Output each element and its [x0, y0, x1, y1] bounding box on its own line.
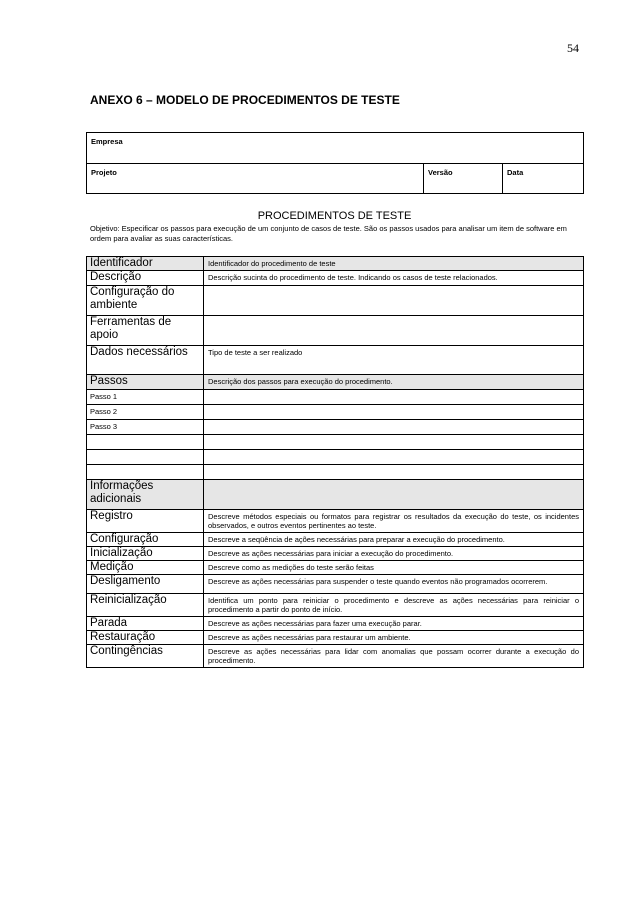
row-description: Descreve as ações necessárias para suspender o teste quando eventos não programados ocorrerem.: [204, 575, 584, 594]
step-row: [87, 450, 584, 465]
step-description: [204, 465, 584, 480]
row-description: Descreve as ações necessárias para fazer uma execução parar.: [204, 617, 584, 631]
step-description: [204, 420, 584, 435]
row-description: Descreve as ações necessárias para restaurar um ambiente.: [204, 631, 584, 645]
step-row: [87, 405, 584, 420]
row-label: Configuração: [87, 533, 204, 547]
step-row: [87, 390, 584, 405]
data-field: [503, 164, 584, 194]
row-description: Tipo de teste a ser realizado: [204, 346, 584, 375]
row-description: [204, 286, 584, 316]
page-number: 54: [567, 41, 579, 55]
procedure-row: [87, 257, 584, 271]
step-label: [87, 450, 204, 465]
projeto-label: Projeto: [91, 168, 117, 177]
step-description: [204, 390, 584, 405]
procedure-row: [87, 286, 584, 316]
row-description: [204, 480, 584, 510]
step-label: [87, 465, 204, 480]
procedure-row: [87, 375, 584, 390]
versao-label: Versão: [428, 168, 453, 177]
procedure-row: [87, 480, 584, 510]
row-description: Descreve métodos especiais ou formatos para registrar os resultados da execução do teste, os incidentes observados, e outros eventos pertinentes ao teste.: [204, 510, 584, 533]
step-description: [204, 435, 584, 450]
row-label: Identificador: [87, 257, 204, 271]
row-description: Descrição sucinta do procedimento de teste. Indicando os casos de teste relacionados.: [204, 271, 584, 286]
row-label: Desligamento: [87, 575, 204, 594]
row-label: Descrição: [87, 271, 204, 286]
row-label: Restauração: [87, 631, 204, 645]
row-description: Descreve as ações necessárias para lidar com anomalias que possam ocorrer durante a execução do procedimento.: [204, 645, 584, 668]
step-description: [204, 405, 584, 420]
row-label: Informações adicionais: [87, 480, 204, 510]
row-description: Identificador do procedimento de teste: [204, 257, 584, 271]
procedure-row: [87, 631, 584, 645]
row-label: Registro: [87, 510, 204, 533]
row-description: Descrição dos passos para execução do procedimento.: [204, 375, 584, 390]
row-label: Inicialização: [87, 547, 204, 561]
procedure-row: [87, 594, 584, 617]
row-description: Identifica um ponto para reiniciar o procedimento e descreve as ações necessárias para reiniciar o procedimento a partir do ponto de início.: [204, 594, 584, 617]
row-description: [204, 316, 584, 346]
procedure-row: [87, 533, 584, 547]
row-label: Configuração do ambiente: [87, 286, 204, 316]
procedure-row: [87, 316, 584, 346]
procedures-title: PROCEDIMENTOS DE TESTE: [257, 210, 412, 222]
step-row: [87, 420, 584, 435]
empresa-label: Empresa: [91, 137, 123, 146]
step-label: [87, 435, 204, 450]
procedure-row: [87, 346, 584, 375]
procedure-row: [87, 575, 584, 594]
header-table: [86, 132, 584, 194]
step-row: [87, 465, 584, 480]
step-row: [87, 435, 584, 450]
empresa-field: [87, 133, 584, 164]
step-label: Passo 1: [87, 390, 204, 405]
row-description: Descreve como as medições do teste serão feitas: [204, 561, 584, 575]
versao-field: [424, 164, 503, 194]
data-label: Data: [507, 168, 524, 177]
row-label: Medição: [87, 561, 204, 575]
row-description: Descreve as ações necessárias para iniciar a execução do procedimento.: [204, 547, 584, 561]
procedure-row: [87, 645, 584, 668]
procedure-row: [87, 547, 584, 561]
procedures-table: [86, 256, 584, 668]
procedure-row: [87, 561, 584, 575]
procedure-row: [87, 271, 584, 286]
step-description: [204, 450, 584, 465]
row-description: Descreve a seqüência de ações necessárias para preparar a execução do procedimento.: [204, 533, 584, 547]
procedure-row: [87, 617, 584, 631]
row-label: Parada: [87, 617, 204, 631]
row-label: Reinicialização: [87, 594, 204, 617]
row-label: Contingências: [87, 645, 204, 668]
step-label: Passo 2: [87, 405, 204, 420]
step-label: Passo 3: [87, 420, 204, 435]
objective-text: Objetivo: Especificar os passos para execução de um conjunto de casos de teste. São os passos usados para analisar um item de software em ordem para avaliar as suas características.: [90, 224, 567, 243]
row-label: Ferramentas de apoio: [87, 316, 204, 346]
projeto-field: [87, 164, 424, 194]
row-label: Dados necessários: [87, 346, 204, 375]
procedure-row: [87, 510, 584, 533]
row-label: Passos: [87, 375, 204, 390]
annex-title: ANEXO 6 – MODELO DE PROCEDIMENTOS DE TESTE: [90, 93, 400, 107]
